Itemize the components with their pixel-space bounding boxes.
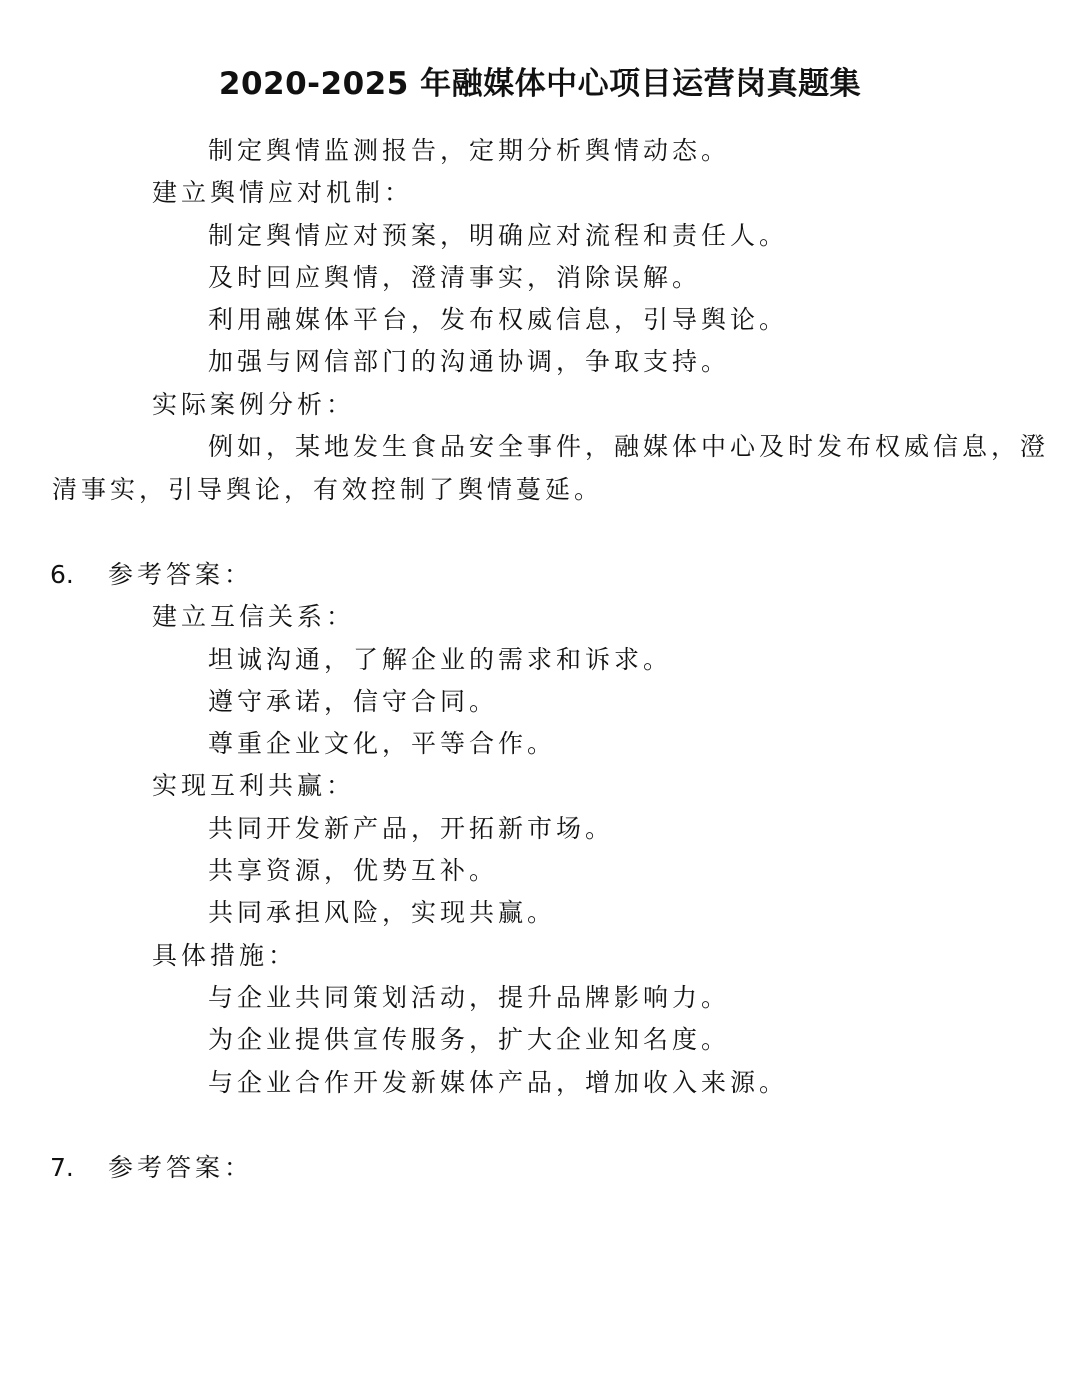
list-item: 与企业共同策划活动，提升品牌影响力。	[208, 983, 731, 1012]
case-paragraph-line: 例如，某地发生食品安全事件，融媒体中心及时发布权威信息，澄	[208, 432, 1050, 461]
section-heading: 建立互信关系：	[152, 602, 356, 631]
section-heading: 建立舆情应对机制：	[152, 178, 414, 207]
list-item: 及时回应舆情，澄清事实，消除误解。	[208, 263, 702, 292]
section-heading: 实现互利共赢：	[152, 771, 356, 800]
list-item: 为企业提供宣传服务，扩大企业知名度。	[208, 1025, 731, 1054]
answer-label: 参考答案：	[108, 560, 254, 589]
answer-label: 参考答案：	[108, 1153, 254, 1182]
section-heading: 实际案例分析：	[152, 390, 356, 419]
list-item: 制定舆情应对预案，明确应对流程和责任人。	[208, 221, 789, 250]
list-item: 制定舆情监测报告，定期分析舆情动态。	[208, 136, 731, 165]
list-item: 加强与网信部门的沟通协调，争取支持。	[208, 347, 731, 376]
page-title: 2020-2025 年融媒体中心项目运营岗真题集	[218, 66, 862, 102]
section-heading: 具体措施：	[152, 941, 298, 970]
question-number: 6.	[50, 560, 74, 589]
list-item: 利用融媒体平台，发布权威信息，引导舆论。	[208, 305, 789, 334]
question-number: 7.	[50, 1153, 74, 1182]
list-item: 坦诚沟通，了解企业的需求和诉求。	[208, 645, 673, 674]
list-item: 共享资源，优势互补。	[208, 856, 499, 885]
list-item: 共同承担风险，实现共赢。	[208, 898, 557, 927]
list-item: 共同开发新产品，开拓新市场。	[208, 814, 615, 843]
list-item: 遵守承诺，信守合同。	[208, 687, 499, 716]
list-item: 尊重企业文化，平等合作。	[208, 729, 557, 758]
list-item: 与企业合作开发新媒体产品，增加收入来源。	[208, 1068, 789, 1097]
case-paragraph-line: 清事实，引导舆论，有效控制了舆情蔓延。	[52, 475, 604, 504]
